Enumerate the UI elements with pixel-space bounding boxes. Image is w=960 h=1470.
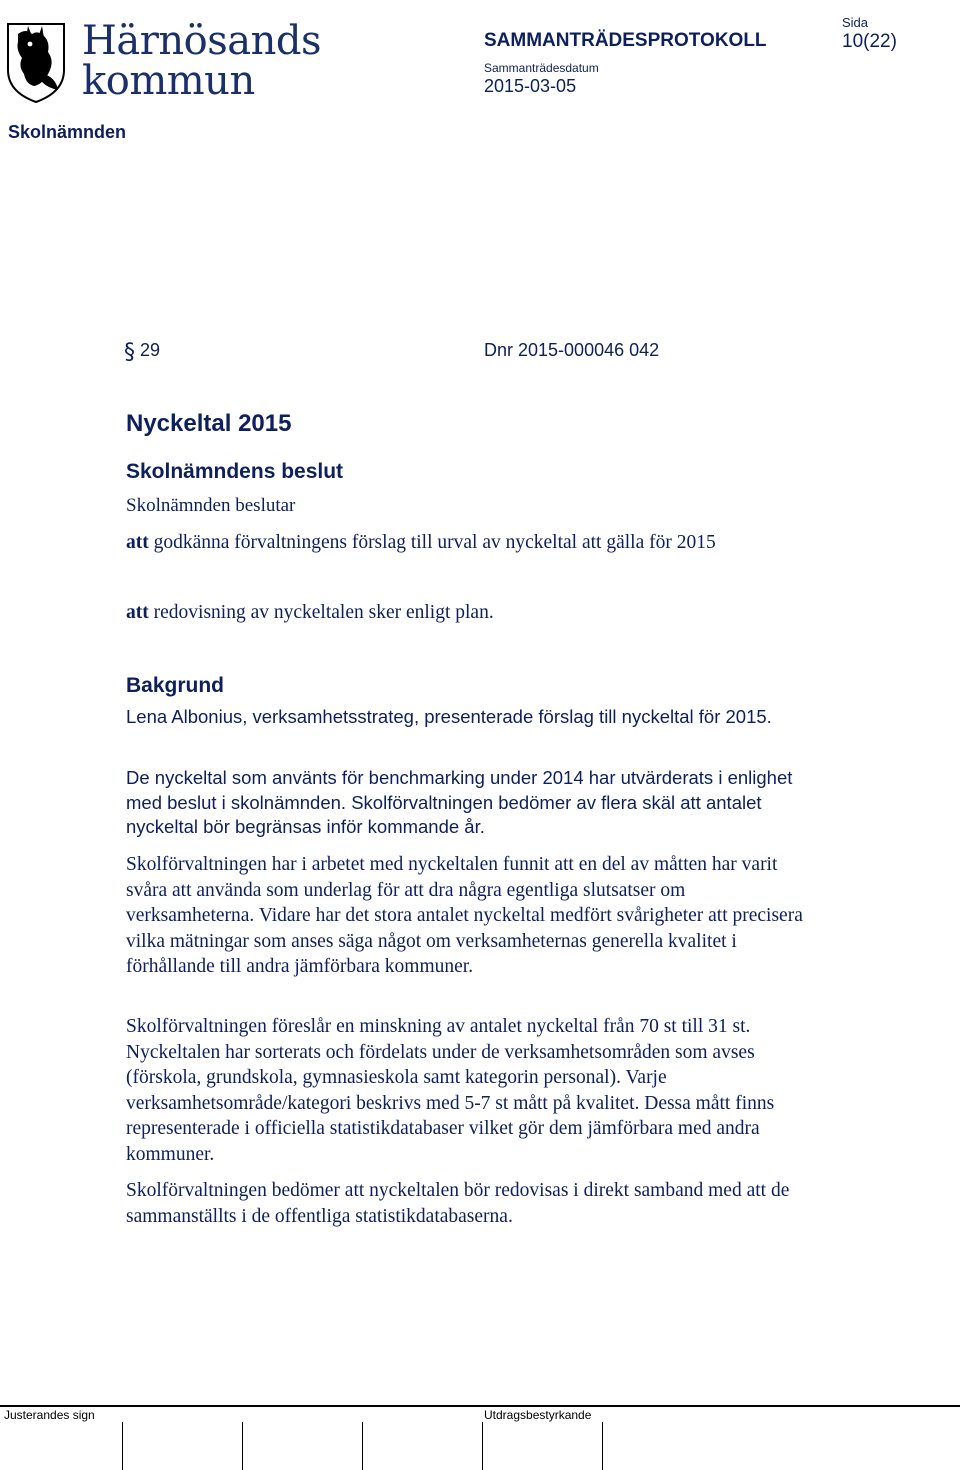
item-title: Nyckeltal 2015 — [126, 410, 292, 437]
decision-item — [126, 530, 826, 556]
logo-line-1: Härnösands — [82, 18, 321, 64]
committee-name: Skolnämnden — [8, 122, 127, 142]
background-paragraph: Skolförvaltningen föreslår en minskning av antalet nyckeltal från 70 st till 31 st. Nyckeltalen har sorterats och fördelats under de verksamhetsområden som avses (förskola, grundskola, gymnasieskola samt kategorin personal). Varje verksamhetsområde/kategori beskrivs med 5-7 st mått på kvalitet. Dessa mått finns representerade i officiella statistikdatabaser vilket gör dem jämförbara med andra kommuner. — [126, 1016, 775, 1165]
coat-of-arms-icon — [4, 4, 74, 104]
background-heading: Bakgrund — [126, 674, 225, 697]
meeting-date-label: Sammanträdesdatum — [484, 61, 599, 75]
extract-certification-label: Utdragsbestyrkande — [484, 1408, 592, 1422]
background-paragraph: Skolförvaltningen har i arbetet med nyckeltalen funnit att en del av måtten har varit svåra att använda som underlag för att dra några egentliga slutsatser om verksamheterna. Vidare har det stora antalet nyckeltal medfört svårigheter att precisera vilka mätningar som anses säga något om verksamheternas generella kvalitet i förhållande till andra jämförbara kommuner. — [126, 854, 803, 977]
signature-box-divider — [122, 1422, 123, 1470]
page-label: Sida — [842, 15, 869, 30]
signature-box-divider — [362, 1422, 363, 1470]
item-number: 29 — [140, 340, 161, 360]
decision-text: redovisning av nyckeltalen sker enligt plan. — [148, 602, 494, 623]
logo-line-2: kommun — [82, 58, 255, 104]
decision-keyword: att — [126, 532, 149, 553]
signature-label: Justerandes sign — [4, 1408, 95, 1422]
background-paragraph: Skolförvaltningen bedömer att nyckeltalen bör redovisas i direkt samband med att de sammanställts i de offentliga statistikdatabaserna. — [126, 1180, 790, 1227]
signature-box-divider — [602, 1422, 603, 1470]
decision-keyword: att — [126, 602, 149, 623]
background-paragraph: De nyckeltal som använts för benchmarking under 2014 har utvärderats i enlighet med beslut i skolnämnden. Skolförvaltningen bedömer av flera skäl att antalet nyckeltal bör begränsas inför kommande år. — [126, 767, 793, 837]
background-paragraph: Lena Albonius, verksamhetsstrateg, presenterade förslag till nyckeltal för 2015. — [126, 706, 772, 727]
registration-number: Dnr 2015-000046 042 — [484, 340, 660, 360]
decision-text: godkänna förvaltningens förslag till urval av nyckeltal att gälla för 2015 — [148, 532, 716, 553]
page-number: 10(22) — [842, 31, 897, 52]
municipality-logo — [4, 4, 321, 104]
decision-heading: Skolnämndens beslut — [126, 460, 344, 483]
decision-intro: Skolnämnden beslutar — [126, 495, 296, 516]
meeting-date: 2015-03-05 — [484, 76, 577, 96]
signature-box-divider — [242, 1422, 243, 1470]
signature-box-divider — [482, 1422, 483, 1470]
document-type: SAMMANTRÄDESPROTOKOLL — [484, 30, 767, 51]
decision-item — [126, 600, 826, 626]
section-mark: § — [124, 340, 135, 365]
footer-divider — [0, 1405, 960, 1407]
